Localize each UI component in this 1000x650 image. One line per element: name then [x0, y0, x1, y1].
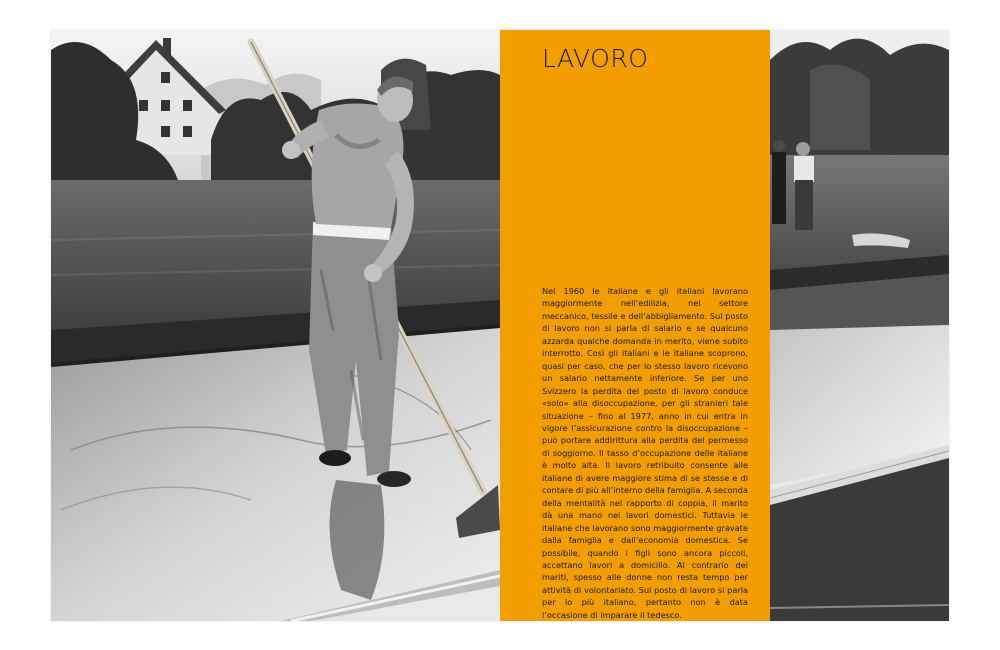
text-panel	[500, 30, 770, 621]
chapter-title: LAVORO	[542, 44, 649, 73]
photo-worker-left	[51, 30, 500, 621]
lawn-photo-image	[770, 30, 949, 621]
worker-photo-image	[51, 30, 500, 621]
book-spread	[51, 30, 949, 621]
body-text: Nel 1960 le italiane e gli italiani lavorano maggiormente nell’edilizia, nel settore meccanico, tessile e dell’abbigliamento. Sul posto di lavoro non si parla di salario e se qualcuno azzarda qualche domanda in merito, viene subito interrotto. Così gli italiani e le italiane scoprono, quasi per caso, che per lo stesso lavoro ricevono un salario nettamente inferiore. Se per uno Svizzero la perdita del posto di lavoro conduce «solo» alla disoccupazione, per gli stranieri tale situazione – fino al 1977, anno in cui entra in vigore l’assicurazione contro la disoccupazione – può portare addirittura alla perdita del permesso di soggiorno. Il tasso d’occupazione delle italiane è molto alta. Il lavoro retribuito consente alle italiane di avere maggiore stima di se stesse e di contare di più all’interno della famiglia. A seconda della mentalità nel rapporto di coppia, il marito dà una mano nei lavori domestici. Tuttavia le italiane che lavorano sono maggiormente gravate dalla famiglia e dall’economia domestica. Se possibile, quando i figli sono ancora piccoli, accettano lavori a domicilio. Al contrario dei mariti, spesso alle donne non resta tempo per attività di volontariato. Sul posto di lavoro si parla per lo più italiano, pertanto non è data l’occasione di imparare il tedesco.	[542, 286, 748, 620]
photo-lawn-right	[770, 30, 949, 621]
